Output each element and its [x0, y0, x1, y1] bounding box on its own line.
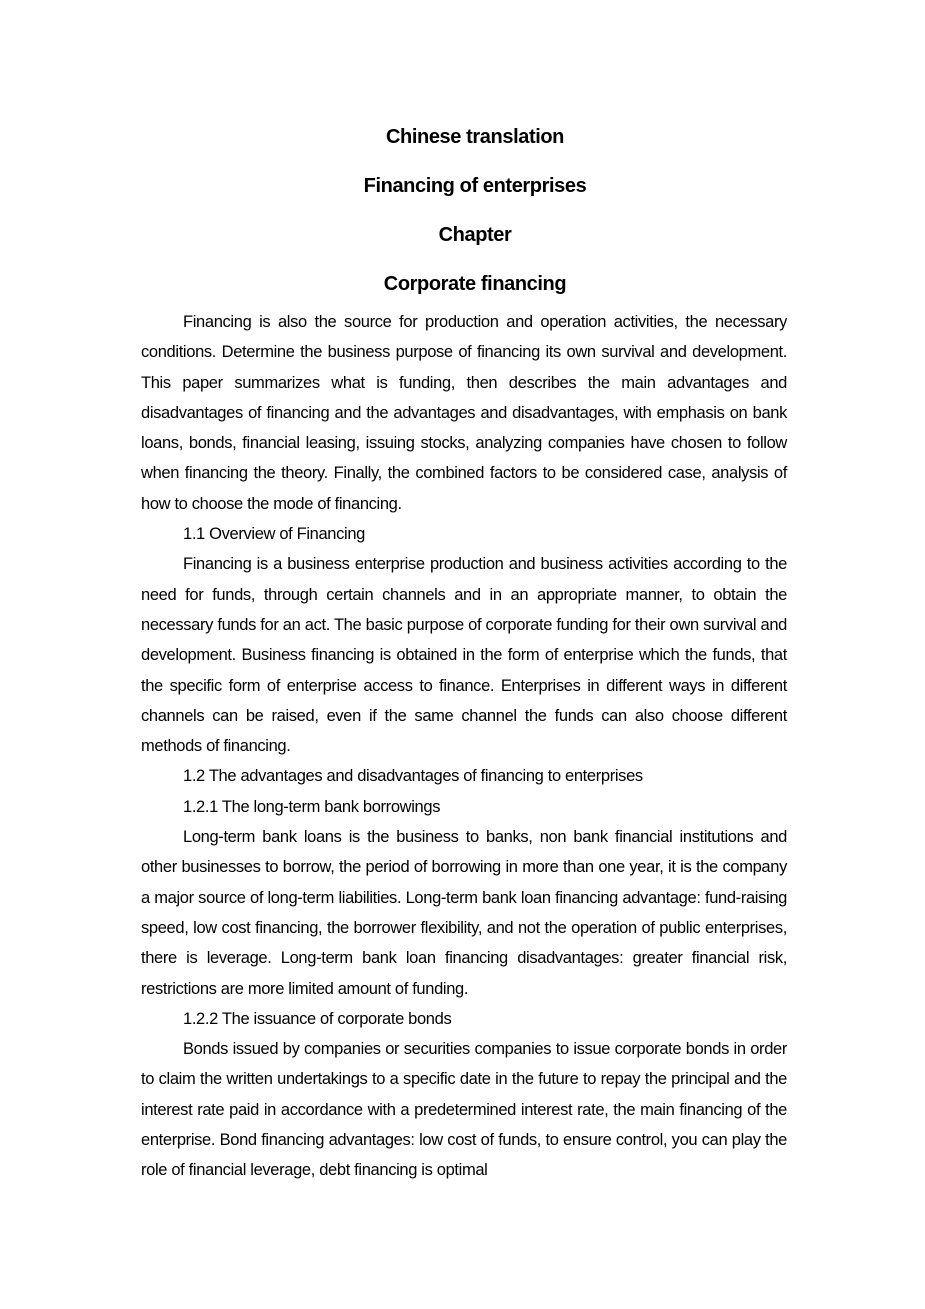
paragraph-bank-borrowings: Long-term bank loans is the business to banks, non bank financial institutions and other businesses to borrow, the period of borrowing in more than one year, it is the company a major source of long-term liabilities. Long-term bank loan financing advantage: fund-raising speed, low cost financing, the borrower flexibility, and not the operation of public enterprises, there is leverage. Long-term bank loan financing disadvantages: greater financial risk, restrictions are more limited amount of funding.: [141, 828, 787, 998]
document-subtitle: Financing of enterprises: [363, 175, 587, 197]
paragraph-intro: Financing is also the source for production and operation activities, the necessary conditions. Determine the business purpose of financing its own survival and development. This paper summarizes what is funding, then describes the main advantages and disadvantages of financing and the advantages and disadvantages, with emphasis on bank loans, bonds, financial leasing, issuing stocks, analyzing companies have chosen to follow when financing the theory. Finally, the combined factors to be considered case, analysis of how to choose the mode of financing.: [141, 313, 787, 513]
chapter-title: Corporate financing: [383, 273, 567, 295]
section-heading-advantages: 1.2 The advantages and disadvantages of financing to enterprises: [183, 767, 643, 786]
document-title: Chinese translation: [386, 126, 564, 148]
subsection-heading-bank-borrowings: 1.2.1 The long-term bank borrowings: [183, 797, 441, 816]
subsection-heading-corporate-bonds: 1.2.2 The issuance of corporate bonds: [183, 1009, 452, 1028]
document-body: [141, 307, 787, 1186]
paragraph-corporate-bonds: Bonds issued by companies or securities companies to issue corporate bonds in order to claim the written undertakings to a specific date in the future to repay the principal and the interest rate paid in accordance with a predetermined interest rate, the main financing of the enterprise. Bond financing advantages: low cost of funds, to ensure control, you can play the role of financial leverage, debt financing is optimal: [141, 1040, 787, 1180]
paragraph-overview: Financing is a business enterprise production and business activities according to the need for funds, through certain channels and in an appropriate manner, to obtain the necessary funds for an act. The basic purpose of corporate funding for their own survival and development. Business financing is obtained in the form of enterprise which the funds, that the specific form of enterprise access to finance. Enterprises in different ways in different channels can be raised, even if the same channel the funds can also choose different methods of financing.: [141, 555, 787, 756]
section-heading-overview: 1.1 Overview of Financing: [183, 525, 366, 544]
chapter-heading: Chapter: [438, 224, 512, 246]
